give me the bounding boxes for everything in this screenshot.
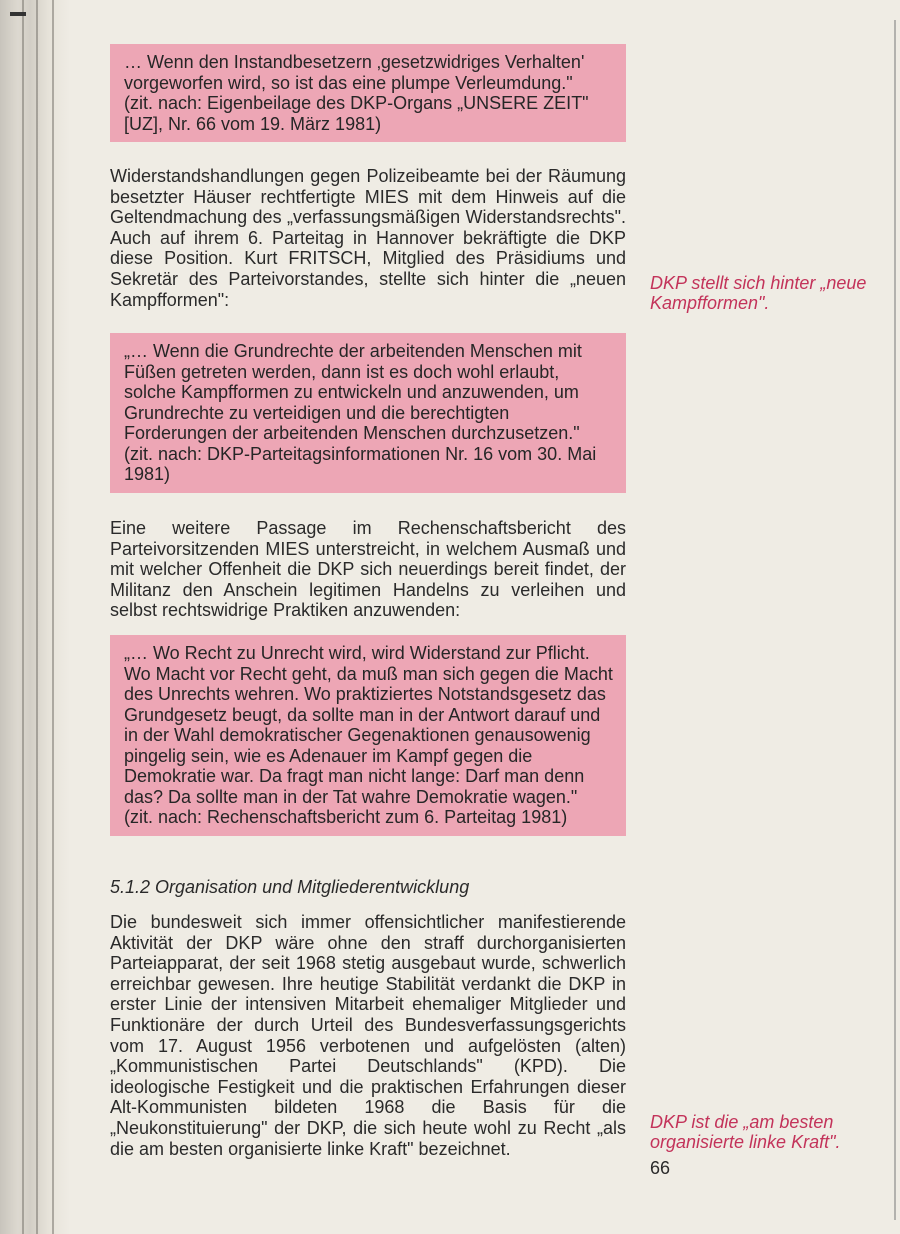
book-binding — [0, 0, 70, 1234]
quote-box-2 — [110, 333, 626, 493]
page-number: 66 — [650, 1158, 671, 1178]
binding-line — [36, 0, 38, 1234]
section-heading: 5.1.2 Organisation und Mitgliederentwicklung — [110, 877, 470, 897]
binding-line — [52, 0, 54, 1234]
quote-box-1 — [110, 44, 626, 142]
paragraph-text: Die bundesweit sich immer offensichtlicher manifestierende Aktivität der DKP wäre ohne den straff durchorganisierten Parteiapparat, der seit 1968 stetig ausgebaut wurde, schwerlich erreichbar gewesen. Ihre heutige Stabilität verdankt die DKP in erster Linie der intensiven Mitarbeit ehemaliger Mitglieder und Funktionäre der durch Urteil des Bundesverfassungsgerichts vom 17. August 1956 verbotenen und aufgelösten (alten) „Kommunistischen Partei Deutschlands" (KPD). Die ideologische Festigkeit und die praktischen Erfahrungen dieser Alt-Kommunisten bildeten 1968 die Basis für die „Neukonstituierung" der DKP, die sich heute wohl zu Recht „als die am besten organisierte linke Kraft" bezeichnet. — [110, 912, 626, 1159]
quote-text: … Wenn den Instandbesetzern ‚gesetzwidriges Verhalten' vorgeworfen wird, so ist das eine plumpe Verleumdung." — [124, 52, 585, 93]
quote-text: „… Wo Recht zu Unrecht wird, wird Widerstand zur Pflicht. Wo Macht vor Recht geht, da muß man sich gegen die Macht des Unrechts wehren. Wo praktiziertes Notstandsgesetz das Grundgesetz beugt, da sollte man in der Antwort darauf und in der Wahl demokratischer Gegenaktionen genausowenig pingelig sein, wie es Adenauer im Kampf gegen die Demokratie war. Da fragt man nicht lange: Darf man denn das? Da sollte man in der Tat wahre Demokratie wagen." — [124, 643, 613, 807]
margin-note-1: DKP stellt sich hinter „neue Kampfformen". — [650, 273, 867, 313]
margin-note-2: DKP ist die „am besten organisierte linke Kraft". — [650, 1112, 841, 1152]
corner-mark — [10, 12, 26, 16]
quote-box-3 — [110, 635, 626, 836]
paragraph-2 — [110, 518, 626, 621]
paragraph-text: Eine weitere Passage im Rechenschaftsbericht des Parteivorsitzenden MIES unterstreicht, in welchem Ausmaß und mit welcher Offenheit die DKP sich neuerdings bereit findet, der Militanz den Anschein legitimen Handelns zu verleihen und selbst rechtswidrige Praktiken anzuwenden: — [110, 518, 626, 621]
paragraph-text: Widerstandshandlungen gegen Polizeibeamte bei der Räumung besetzter Häuser rechtfertigte MIES mit dem Hinweis auf die Geltendmachung des „verfassungsmäßigen Widerstandsrechts". Auch auf ihrem 6. Parteitag in Hannover bekräftigte die DKP diese Position. Kurt FRITSCH, Mitglied des Präsidiums und Sekretär des Parteivorstandes, stellte sich hinter die „neuen Kampfformen": — [110, 166, 626, 310]
paragraph-3 — [110, 912, 626, 1159]
quote-text: „… Wenn die Grundrechte der arbeitenden Menschen mit Füßen getreten werden, dann ist es doch wohl erlaubt, solche Kampfformen zu entwickeln und anzuwenden, um Grundrechte zu verteidigen und die berechtigten Forderungen der arbeitenden Menschen durchzusetzen." — [124, 341, 582, 443]
page-edge — [894, 20, 896, 1220]
quote-source: (zit. nach: DKP-Parteitagsinformationen Nr. 16 vom 30. Mai 1981) — [124, 443, 597, 484]
quote-source: (zit. nach: Eigenbeilage des DKP-Organs „UNSERE ZEIT" [UZ], Nr. 66 vom 19. März 1981) — [124, 93, 589, 134]
binding-line — [22, 0, 24, 1234]
paragraph-1 — [110, 166, 626, 310]
quote-source: (zit. nach: Rechenschaftsbericht zum 6. Parteitag 1981) — [124, 807, 568, 827]
